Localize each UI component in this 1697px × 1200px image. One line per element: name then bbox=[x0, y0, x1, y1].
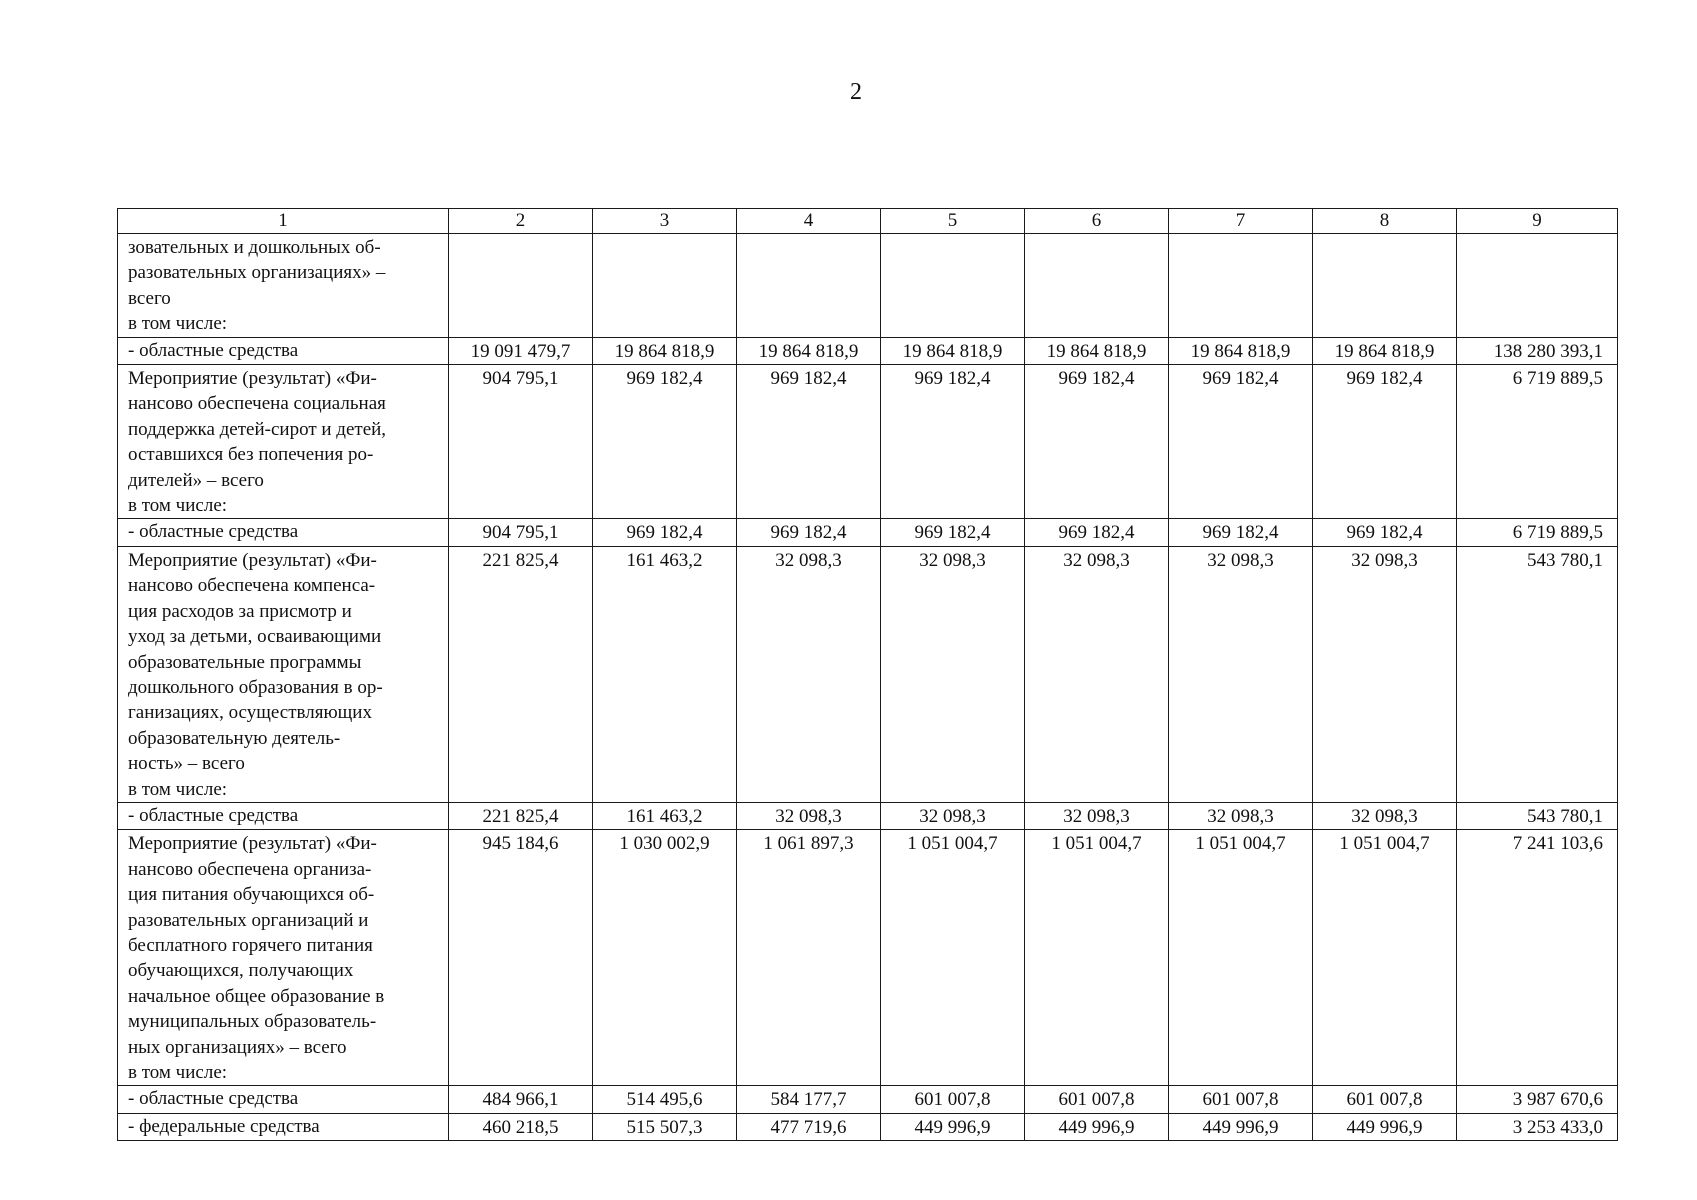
year-value-cell: 19 864 818,9 bbox=[593, 337, 737, 364]
year-value-cell: 969 182,4 bbox=[737, 365, 881, 519]
activity-description: Мероприятие (результат) «Фи- нансово обеспечена компенса- ция расходов за присмотр и уход за детьми, осваивающими образовательные программы дошкольного образования в ор- ганизациях, осуществляющих образовательную деятель- ность» – всего в том числе: bbox=[118, 546, 449, 802]
year-value-cell bbox=[449, 234, 593, 338]
year-value-cell: 969 182,4 bbox=[881, 519, 1025, 546]
activity-row bbox=[118, 546, 1618, 802]
year-value-cell: 32 098,3 bbox=[737, 546, 881, 802]
year-value-cell: 19 864 818,9 bbox=[737, 337, 881, 364]
column-header: 2 bbox=[449, 209, 593, 234]
year-value-cell: 460 218,5 bbox=[449, 1113, 593, 1140]
year-value-cell: 1 051 004,7 bbox=[881, 830, 1025, 1086]
year-value-cell: 32 098,3 bbox=[1025, 802, 1169, 829]
funding-source-label: - областные средства bbox=[118, 802, 449, 829]
funding-source-row bbox=[118, 802, 1618, 829]
year-value-cell: 221 825,4 bbox=[449, 546, 593, 802]
year-value-cell: 19 864 818,9 bbox=[1313, 337, 1457, 364]
activity-description: Мероприятие (результат) «Фи- нансово обеспечена организа- ция питания обучающихся об- разовательных организаций и бесплатного горячего питания обучающихся, получающих начальное общее образование в муниципальных образователь- ных организациях» – всего в том числе: bbox=[118, 830, 449, 1086]
year-value-cell bbox=[593, 234, 737, 338]
column-header: 3 bbox=[593, 209, 737, 234]
year-value-cell: 1 061 897,3 bbox=[737, 830, 881, 1086]
year-value-cell: 969 182,4 bbox=[593, 365, 737, 519]
total-value-cell: 138 280 393,1 bbox=[1457, 337, 1618, 364]
budget-table bbox=[117, 208, 1618, 1141]
column-header: 5 bbox=[881, 209, 1025, 234]
year-value-cell: 601 007,8 bbox=[1025, 1086, 1169, 1113]
year-value-cell: 161 463,2 bbox=[593, 546, 737, 802]
year-value-cell: 969 182,4 bbox=[1169, 365, 1313, 519]
year-value-cell: 32 098,3 bbox=[1313, 546, 1457, 802]
column-header: 8 bbox=[1313, 209, 1457, 234]
column-header: 6 bbox=[1025, 209, 1169, 234]
activity-description: Мероприятие (результат) «Фи- нансово обеспечена социальная поддержка детей-сирот и детей, оставшихся без попечения ро- дителей» – всего в том числе: bbox=[118, 365, 449, 519]
year-value-cell: 449 996,9 bbox=[881, 1113, 1025, 1140]
year-value-cell: 1 051 004,7 bbox=[1313, 830, 1457, 1086]
page-number: 2 bbox=[850, 79, 862, 105]
year-value-cell: 19 864 818,9 bbox=[1025, 337, 1169, 364]
activity-row bbox=[118, 830, 1618, 1086]
column-header: 7 bbox=[1169, 209, 1313, 234]
activity-description: зовательных и дошкольных об- разовательных организациях» – всего в том числе: bbox=[118, 234, 449, 338]
total-value-cell: 7 241 103,6 bbox=[1457, 830, 1618, 1086]
year-value-cell: 969 182,4 bbox=[1169, 519, 1313, 546]
funding-source-label: - областные средства bbox=[118, 519, 449, 546]
year-value-cell: 32 098,3 bbox=[881, 802, 1025, 829]
column-header: 4 bbox=[737, 209, 881, 234]
year-value-cell: 969 182,4 bbox=[593, 519, 737, 546]
year-value-cell bbox=[1169, 234, 1313, 338]
funding-source-label: - федеральные средства bbox=[118, 1113, 449, 1140]
funding-source-label: - областные средства bbox=[118, 1086, 449, 1113]
year-value-cell bbox=[1025, 234, 1169, 338]
year-value-cell bbox=[737, 234, 881, 338]
total-value-cell bbox=[1457, 234, 1618, 338]
activity-row bbox=[118, 365, 1618, 519]
year-value-cell: 1 051 004,7 bbox=[1025, 830, 1169, 1086]
year-value-cell: 32 098,3 bbox=[1025, 546, 1169, 802]
year-value-cell: 969 182,4 bbox=[1313, 519, 1457, 546]
year-value-cell: 969 182,4 bbox=[1025, 365, 1169, 519]
year-value-cell: 32 098,3 bbox=[737, 802, 881, 829]
total-value-cell: 6 719 889,5 bbox=[1457, 519, 1618, 546]
year-value-cell: 19 864 818,9 bbox=[881, 337, 1025, 364]
funding-source-label: - областные средства bbox=[118, 337, 449, 364]
year-value-cell: 945 184,6 bbox=[449, 830, 593, 1086]
year-value-cell: 969 182,4 bbox=[737, 519, 881, 546]
year-value-cell: 904 795,1 bbox=[449, 365, 593, 519]
activity-row bbox=[118, 234, 1618, 338]
total-value-cell: 3 253 433,0 bbox=[1457, 1113, 1618, 1140]
year-value-cell bbox=[881, 234, 1025, 338]
year-value-cell: 32 098,3 bbox=[881, 546, 1025, 802]
year-value-cell: 161 463,2 bbox=[593, 802, 737, 829]
year-value-cell: 19 091 479,7 bbox=[449, 337, 593, 364]
year-value-cell: 221 825,4 bbox=[449, 802, 593, 829]
year-value-cell: 904 795,1 bbox=[449, 519, 593, 546]
column-header: 1 bbox=[118, 209, 449, 234]
year-value-cell: 32 098,3 bbox=[1313, 802, 1457, 829]
year-value-cell: 601 007,8 bbox=[1169, 1086, 1313, 1113]
funding-source-row bbox=[118, 1113, 1618, 1140]
year-value-cell: 484 966,1 bbox=[449, 1086, 593, 1113]
funding-source-row bbox=[118, 519, 1618, 546]
total-value-cell: 3 987 670,6 bbox=[1457, 1086, 1618, 1113]
year-value-cell: 449 996,9 bbox=[1025, 1113, 1169, 1140]
year-value-cell: 19 864 818,9 bbox=[1169, 337, 1313, 364]
year-value-cell: 449 996,9 bbox=[1313, 1113, 1457, 1140]
year-value-cell: 32 098,3 bbox=[1169, 802, 1313, 829]
year-value-cell: 601 007,8 bbox=[881, 1086, 1025, 1113]
year-value-cell: 515 507,3 bbox=[593, 1113, 737, 1140]
year-value-cell bbox=[1313, 234, 1457, 338]
total-value-cell: 6 719 889,5 bbox=[1457, 365, 1618, 519]
total-value-cell: 543 780,1 bbox=[1457, 546, 1618, 802]
year-value-cell: 32 098,3 bbox=[1169, 546, 1313, 802]
year-value-cell: 601 007,8 bbox=[1313, 1086, 1457, 1113]
year-value-cell: 449 996,9 bbox=[1169, 1113, 1313, 1140]
year-value-cell: 584 177,7 bbox=[737, 1086, 881, 1113]
year-value-cell: 1 030 002,9 bbox=[593, 830, 737, 1086]
year-value-cell: 1 051 004,7 bbox=[1169, 830, 1313, 1086]
funding-source-row bbox=[118, 337, 1618, 364]
total-value-cell: 543 780,1 bbox=[1457, 802, 1618, 829]
column-header: 9 bbox=[1457, 209, 1618, 234]
funding-source-row bbox=[118, 1086, 1618, 1113]
year-value-cell: 969 182,4 bbox=[1025, 519, 1169, 546]
year-value-cell: 969 182,4 bbox=[1313, 365, 1457, 519]
year-value-cell: 477 719,6 bbox=[737, 1113, 881, 1140]
year-value-cell: 969 182,4 bbox=[881, 365, 1025, 519]
year-value-cell: 514 495,6 bbox=[593, 1086, 737, 1113]
column-number-row bbox=[118, 209, 1618, 234]
